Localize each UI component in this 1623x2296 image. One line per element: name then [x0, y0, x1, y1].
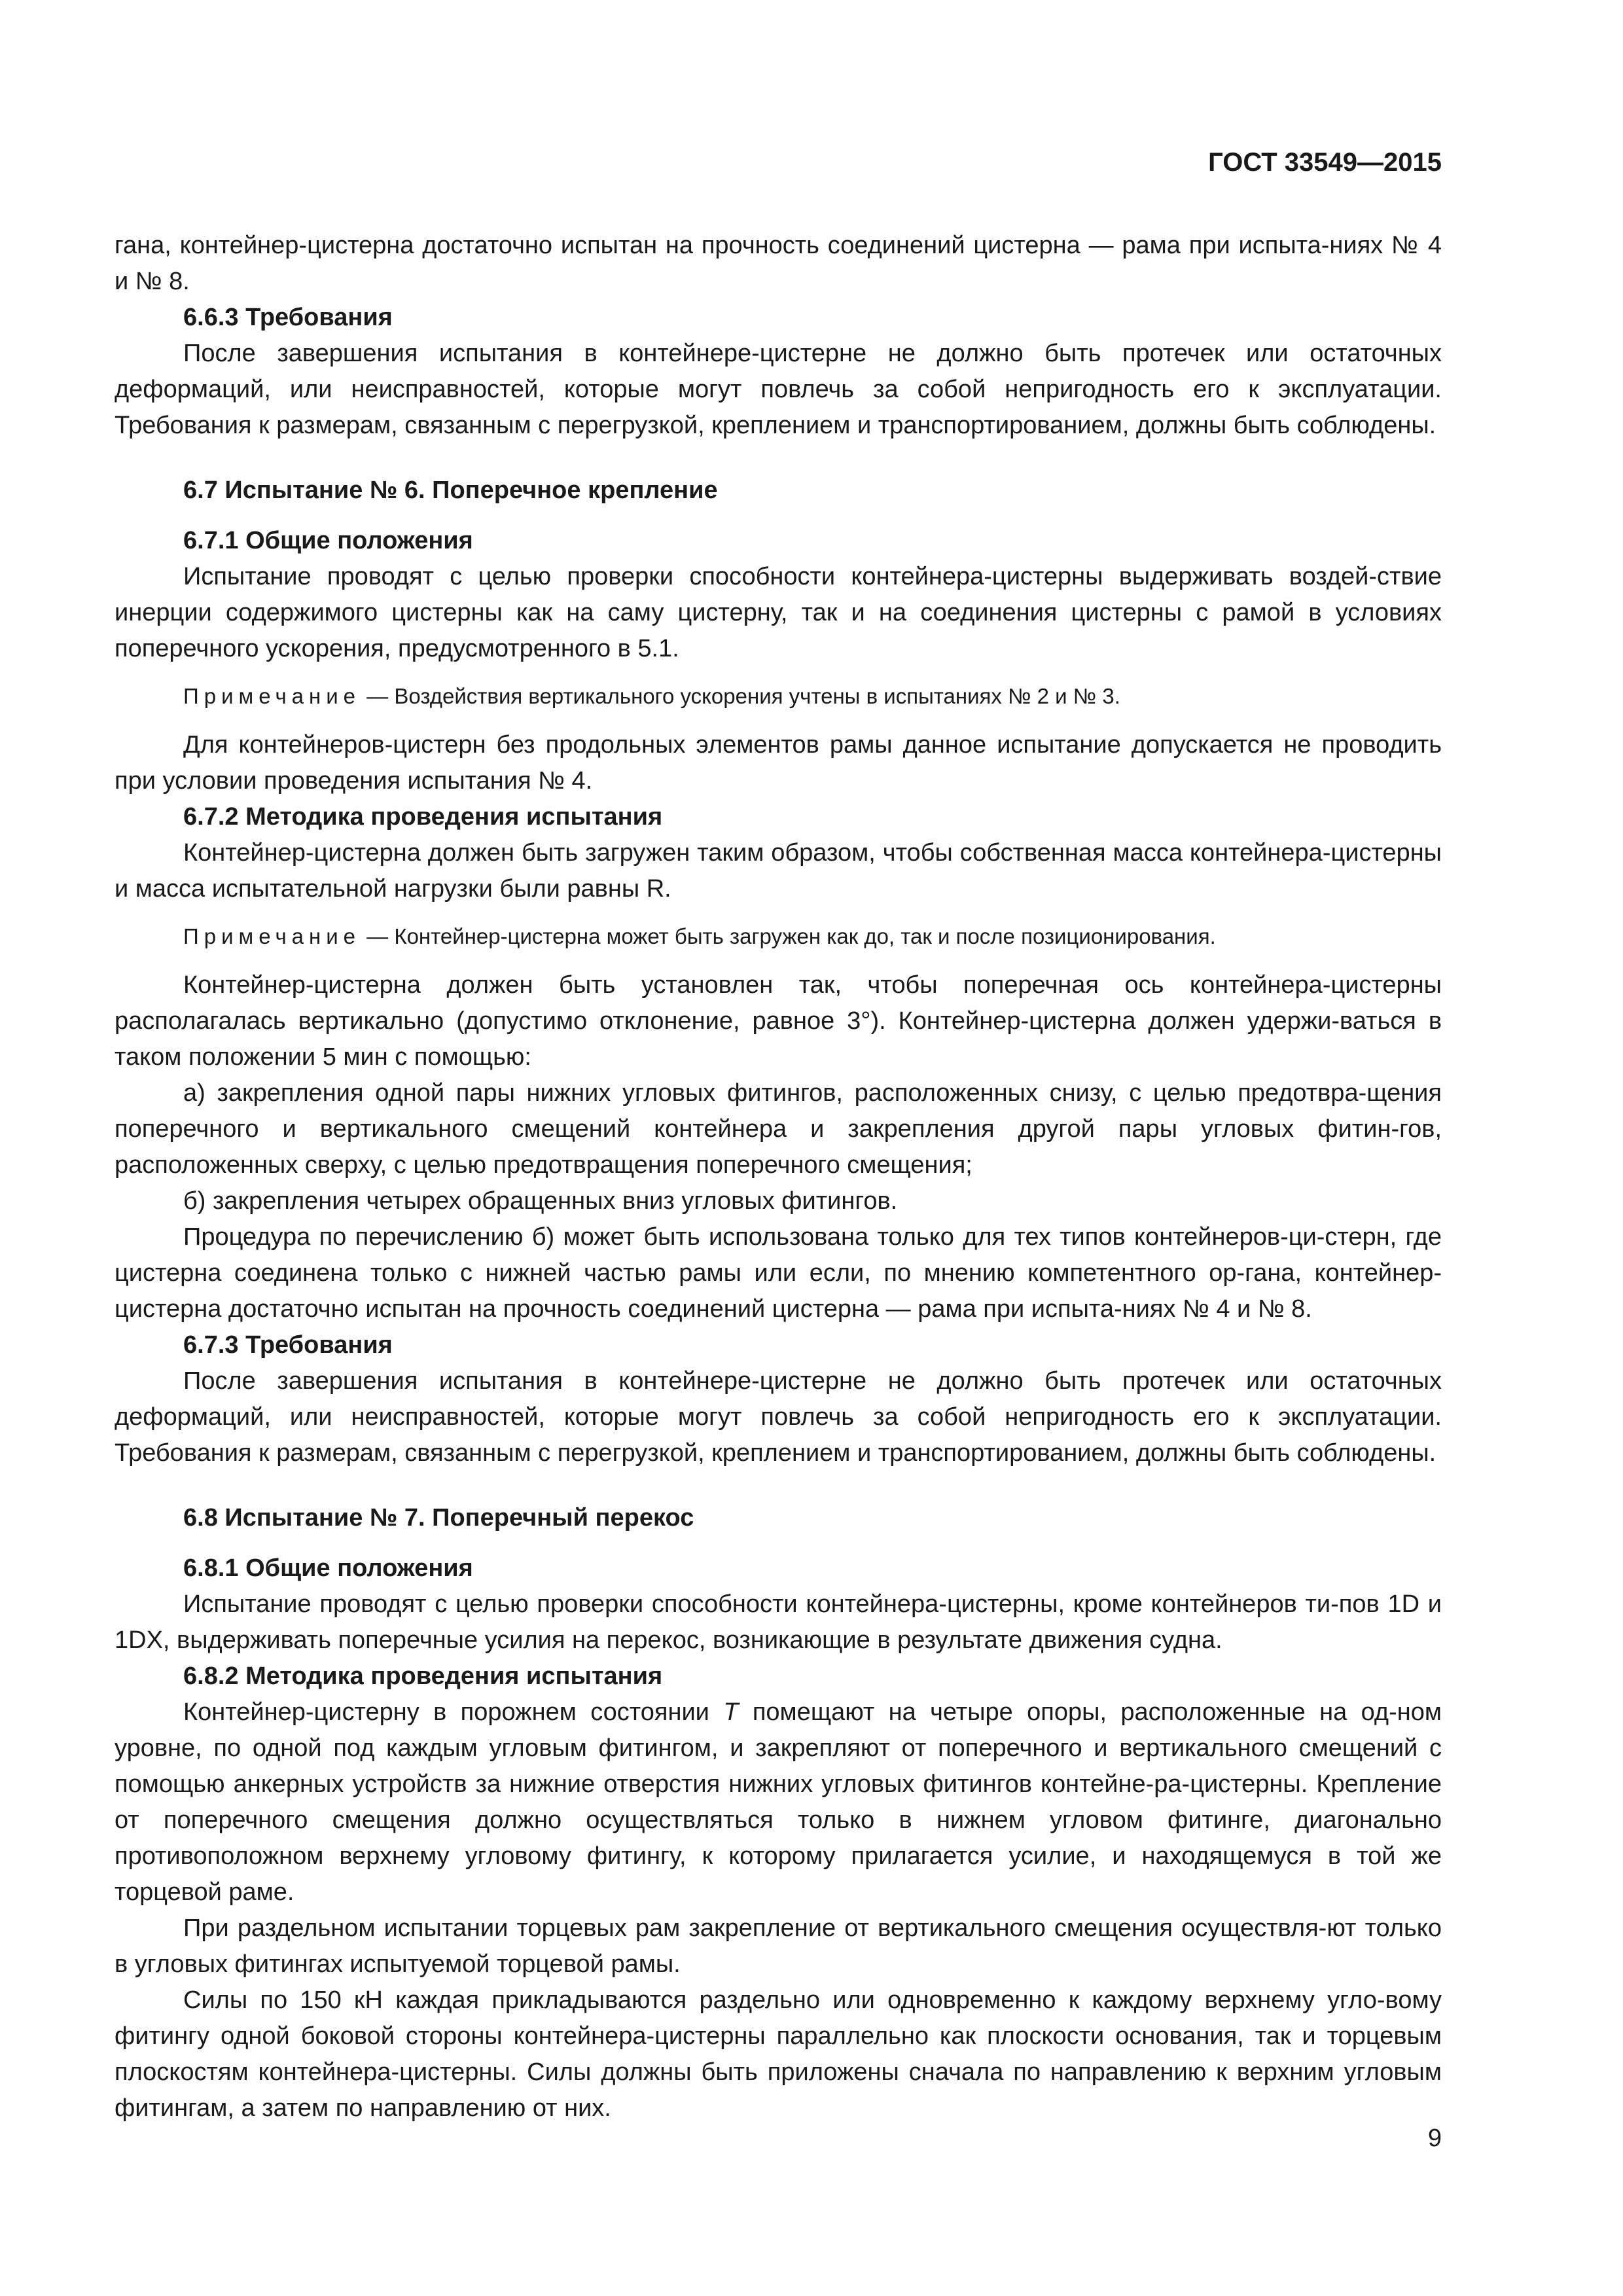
- paragraph: Испытание проводят с целью проверки способности контейнера-цистерны, кроме контейнеров ти-пов 1D и 1DX, выдерживать поперечные усилия на перекос, возникающие в результате движения судна.: [115, 1590, 1442, 1654]
- paragraph: Для контейнеров-цистерн без продольных элементов рамы данное испытание допускается не проводить при условии проведения испытания № 4.: [115, 731, 1442, 795]
- heading-6-7-2: 6.7.2 Методика проведения испытания: [183, 803, 663, 831]
- note-label: Примечание: [183, 684, 361, 708]
- paragraph: При раздельном испытании торцевых рам закрепление от вертикального смещения осуществля-ют только в угловых фитингах испытуемой торцевой рамы.: [115, 1914, 1442, 1978]
- paragraph: После завершения испытания в контейнере-цистерне не должно быть протечек или остаточных деформаций, или неисправностей, которые могут повлечь за собой непригодность его к эксплуатации. Требования к размерам, связанным с перегрузкой, креплением и транспортированием, должны быть соблюдены.: [115, 340, 1442, 439]
- document-page: [115, 0, 1442, 2296]
- paragraph: Силы по 150 кН каждая прикладываются раздельно или одновременно к каждому верхнему угло-вому фитингу одной боковой стороны контейнера-цистерны параллельно как плоскости основания, так и торцевым плоскостям контейнера-цистерны. Силы должны быть приложены сначала по направлению к верхним угловым фитингам, а затем по направлению от них.: [115, 1986, 1442, 2122]
- paragraph: После завершения испытания в контейнере-цистерне не должно быть протечек или остаточных деформаций, или неисправностей, которые могут повлечь за собой непригодность его к эксплуатации. Требования к размерам, связанным с перегрузкой, креплением и транспортированием, должны быть соблюдены.: [115, 1367, 1442, 1467]
- note-text: — Воздействия вертикального ускорения учтены в испытаниях № 2 и № 3.: [361, 684, 1120, 708]
- paragraph: Испытание проводят с целью проверки способности контейнера-цистерны выдерживать воздей-ствие инерции содержимого цистерны как на саму цистерну, так и на соединения цистерны с рамой в условиях поперечного ускорения, предусмотренного в 5.1.: [115, 563, 1442, 662]
- heading-6-7-1: 6.7.1 Общие положения: [183, 527, 473, 554]
- note: [115, 680, 1442, 713]
- document-body: [115, 228, 1442, 2126]
- paragraph: [115, 1695, 1442, 1910]
- note-text: — Контейнер-цистерна может быть загружен как до, так и после позиционирования.: [361, 924, 1216, 948]
- heading-6-8: 6.8 Испытание № 7. Поперечный перекос: [183, 1504, 694, 1532]
- paragraph: Контейнер-цистерна должен быть установлен так, чтобы поперечная ось контейнера-цистерны располагалась вертикально (допустимо отклонение, равное 3°). Контейнер-цистерна должен удержи-ваться в таком положении 5 мин с помощью:: [115, 971, 1442, 1071]
- heading-6-6-3: 6.6.3 Требования: [183, 304, 393, 331]
- paragraph: гана, контейнер-цистерна достаточно испытан на прочность соединений цистерна — рама при испыта-ниях № 4 и № 8.: [115, 232, 1442, 295]
- text-run: Контейнер-цистерну в порожнем состоянии: [183, 1698, 724, 1726]
- list-item-b: б) закрепления четырех обращенных вниз угловых фитингов.: [183, 1187, 898, 1215]
- heading-6-8-2: 6.8.2 Методика проведения испытания: [183, 1662, 663, 1690]
- heading-6-7: 6.7 Испытание № 6. Поперечное крепление: [183, 476, 718, 504]
- list-item-a: а) закрепления одной пары нижних угловых фитингов, расположенных снизу, с целью предотвра-щения поперечного и вертикального смещений контейнера и закрепления другой пары угловых фитин-гов, расположенных сверху, с целью предотвращения поперечного смещения;: [115, 1079, 1442, 1179]
- heading-6-8-1: 6.8.1 Общие положения: [183, 1554, 473, 1582]
- text-run-italic: Т: [723, 1698, 739, 1726]
- note: [115, 920, 1442, 953]
- note-label: Примечание: [183, 924, 361, 948]
- heading-6-7-3: 6.7.3 Требования: [183, 1331, 393, 1359]
- text-run: помещают на четыре опоры, расположенные на од-ном уровне, по одной под каждым угловым фитингом, и закрепляют от поперечного и вертикального смещений с помощью анкерных устройств за нижние отверстия нижних угловых фитингов контейне-ра-цистерны. Крепление от поперечного смещения должно осуществляться только в нижнем угловом фитинге, диагонально противоположном верхнему угловому фитингу, к которому прилагается усилие, и находящемуся в той же торцевой раме.: [115, 1698, 1442, 1906]
- page-number: 9: [1427, 2125, 1442, 2152]
- document-header: ГОСТ 33549—2015: [1208, 148, 1442, 177]
- paragraph: Контейнер-цистерна должен быть загружен таким образом, чтобы собственная масса контейнера-цистерны и масса испытательной нагрузки были равны R.: [115, 839, 1442, 903]
- paragraph: Процедура по перечислению б) может быть использована только для тех типов контейнеров-ци-стерн, где цистерна соединена только с нижней частью рамы или если, по мнению компетентного ор-гана, контейнер-цистерна достаточно испытан на прочность соединений цистерна — рама при испыта-ниях № 4 и № 8.: [115, 1223, 1442, 1323]
